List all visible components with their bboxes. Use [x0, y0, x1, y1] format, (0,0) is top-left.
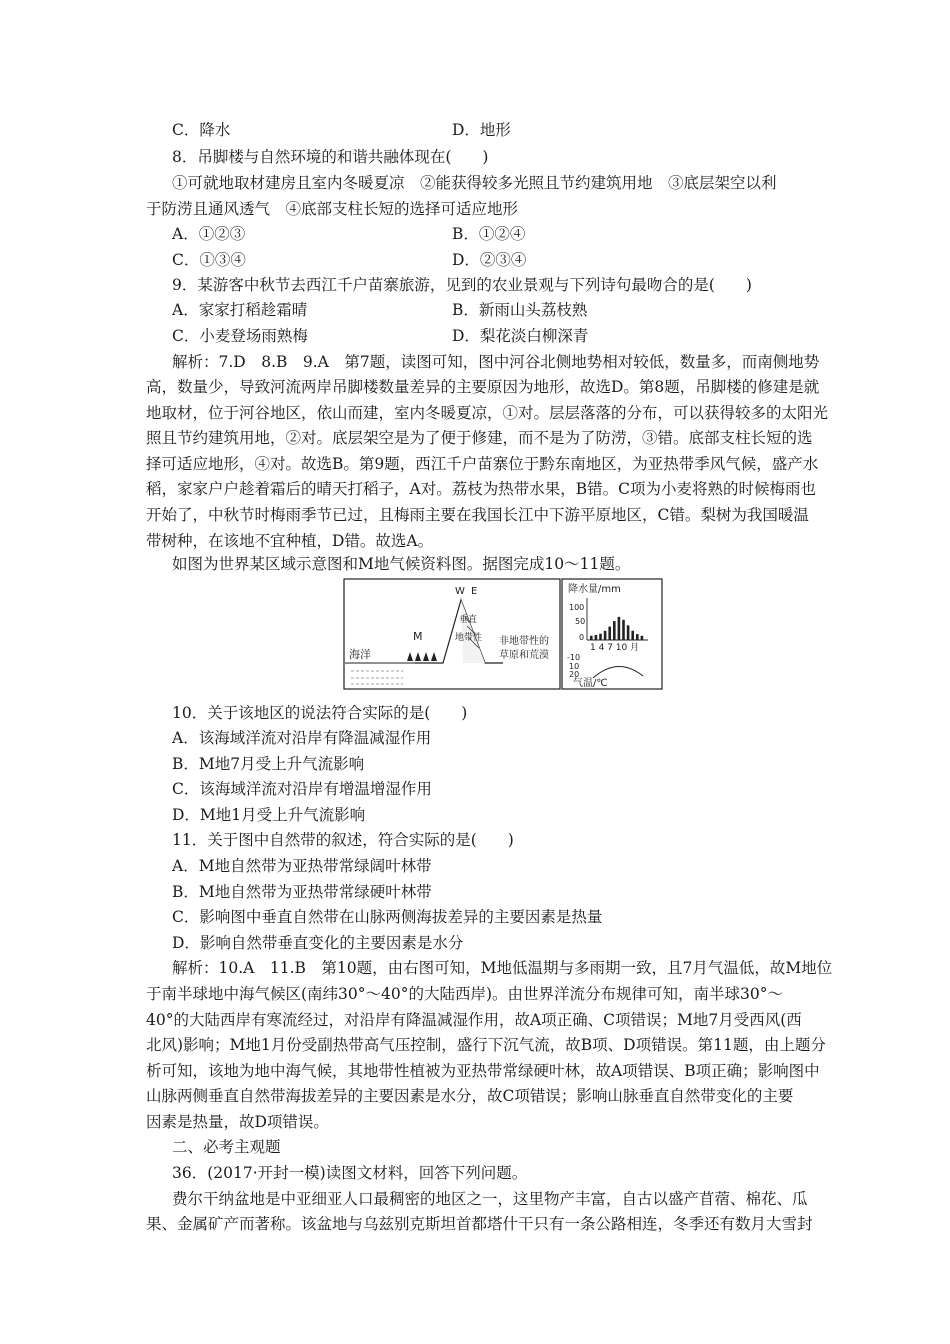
q11-stem: 11．关于图中自然带的叙述，符合实际的是( ): [172, 831, 514, 849]
month-ticks: 1 4 7 10 月: [590, 643, 640, 653]
q11-option-d: D．影响自然带垂直变化的主要因素是水分: [172, 934, 464, 952]
precip-bar: [613, 621, 616, 640]
west-label: W: [455, 586, 465, 597]
q10-option-b: B．M地7月受上升气流影响: [172, 755, 365, 773]
analysis2-line: 解析：10.A 11.B 第10题，由右图可知，M地低温期与多雨期一致，且7月气温低，故M地位: [172, 959, 833, 977]
analysis1-line: 带树种，在该地不宜种植，D错。故选A。: [146, 532, 434, 550]
q10-stem: 10．关于该地区的说法符合实际的是( ): [172, 704, 468, 722]
y-tick-100: 100: [569, 603, 585, 612]
q8-items-line1: ①可就地取材建房且室内冬暖夏凉 ②能获得较多光照且节约建筑用地 ③底层架空以利: [172, 174, 777, 192]
analysis1-line: 开始了，中秋节时梅雨季节已过，且梅雨主要在我国长江中下游平原地区，C错。梨树为我国暖温: [146, 506, 809, 524]
q8-option-c: C．①③④: [172, 251, 246, 269]
temp-axis-label: 气温/℃: [573, 678, 608, 689]
analysis2-line: 于南半球地中海气候区(南纬30°～40°的大陆西岸)。由世界洋流分布规律可知，南半球30°～: [146, 985, 784, 1003]
grassland-desert-label: 草原和荒漠: [499, 650, 549, 661]
q9-stem: 9．某游客中秋节去西江千户苗寨旅游，见到的农业景观与下列诗句最吻合的是( ): [172, 276, 752, 294]
precip-bars: [590, 617, 643, 640]
analysis2-line: 山脉两侧垂直自然带海拔差异的主要因素是水分，故C项错误；影响山脉垂直自然带变化的主要: [146, 1087, 794, 1105]
precip-bar: [636, 634, 639, 640]
q10-option-d: D．M地1月受上升气流影响: [172, 806, 366, 824]
q8-items-line2: 于防涝且通风透气 ④底部支柱长短的选择可适应地形: [146, 200, 519, 218]
temp-tick-neg10: -10: [567, 653, 581, 662]
precip-bar: [641, 636, 644, 640]
analysis1-line: 照且节约建筑用地，②对。底层架空是为了便于修建，而不是为了防涝，③错。底部支柱长短的选: [146, 429, 813, 447]
q11-option-a: A．M地自然带为亚热带常绿阔叶林带: [172, 857, 432, 875]
figure-intro: 如图为世界某区域示意图和M地气候资料图。据图完成10～11题。: [172, 555, 631, 573]
q10-option-c: C．该海域洋流对沿岸有增温增湿作用: [172, 780, 432, 798]
precip-bar: [604, 631, 607, 640]
precip-bar: [595, 635, 598, 640]
analysis2-line: 因素是热量，故D项错误。: [146, 1113, 329, 1131]
azonal-label: 非地带性的: [499, 636, 549, 647]
q10-option-a: A．该海域洋流对沿岸有降温减湿作用: [172, 729, 432, 747]
q8-option-b: B．①②④: [452, 225, 526, 243]
q8-stem: 8．吊脚楼与自然环境的和谐共融体现在( ): [172, 148, 489, 166]
q8-option-a: A．①②③: [172, 225, 246, 243]
zonality-label: 地带性: [455, 633, 483, 643]
temperature-curve: [593, 666, 643, 678]
q11-option-c: C．影响图中垂直自然带在山脉两侧海拔差异的主要因素是热量: [172, 908, 603, 926]
analysis2-line: 40°的大陆西岸有寒流经过，对沿岸有降温减湿作用，故A项正确、C项错误；M地7月受西风(西: [146, 1011, 802, 1029]
vertical-label: 垂直: [459, 615, 478, 625]
temp-tick-20: 20: [569, 670, 580, 679]
precip-bar: [622, 620, 625, 640]
m-label: M: [413, 630, 423, 643]
material-line: 果、金属矿产而著称。该盆地与乌兹别克斯坦首都塔什干只有一条公路相连，冬季还有数月大雪封: [146, 1215, 813, 1233]
material-line: 费尔干纳盆地是中亚细亚人口最稠密的地区之一，这里物产丰富，自古以盛产苜蓿、棉花、瓜: [172, 1190, 808, 1208]
profile-frame: [344, 579, 560, 689]
precip-bar: [599, 634, 602, 640]
precip-bar: [627, 625, 630, 640]
region-figure: [343, 578, 663, 690]
analysis1-line: 地取材，位于河谷地区，依山而建，室内冬暖夏凉，①对。层层落落的分布，可以获得较多的太阳光: [146, 404, 829, 422]
analysis1-line: 高，数量少，导致河流两岸吊脚楼数量差异的主要原因为地形，故选D。第8题，吊脚楼的修建是就: [146, 378, 820, 396]
precip-bar: [590, 636, 593, 640]
analysis2-line: 北风)影响；M地1月份受副热带高气压控制，盛行下沉气流，故B项、D项错误。第11题，由上题分: [146, 1036, 826, 1054]
q9-option-c: C．小麦登场雨熟梅: [172, 327, 308, 345]
analysis1-line: 解析：7.D 8.B 9.A 第7题，读图可知，图中河谷北侧地势相对较低，数量多，而南侧地势: [172, 353, 820, 371]
precip-bar: [618, 617, 621, 640]
ocean-label: 海洋: [349, 648, 371, 661]
temp-tick-10: 10: [569, 662, 580, 671]
tree-icons: [407, 652, 437, 661]
analysis2-line: 析可知，该地为地中海气候，其地带性植被为亚热带常绿硬叶林，故A项错误、B项正确；影响图中: [146, 1062, 820, 1080]
precip-bar: [631, 631, 634, 640]
analysis1-line: 稻，家家户户趁着霜后的晴天打稻子，A对。荔枝为热带水果，B错。C项为小麦将熟的时候梅雨也: [146, 480, 816, 498]
q7-option-d: D．地形: [452, 121, 511, 139]
q9-option-a: A．家家打稻趁霜晴: [172, 301, 308, 319]
q11-option-b: B．M地自然带为亚热带常绿硬叶林带: [172, 883, 432, 901]
section-heading: 二、必考主观题: [172, 1138, 281, 1156]
east-label: E: [471, 586, 478, 597]
q7-option-c: C．降水: [172, 121, 231, 139]
q9-option-b: B．新雨山头荔枝熟: [452, 301, 588, 319]
q9-option-d: D．梨花淡白柳深青: [452, 327, 589, 345]
precip-bar: [608, 627, 611, 640]
y-tick-0: 0: [579, 633, 585, 642]
q36-stem: 36．(2017·开封一模)读图文材料，回答下列问题。: [172, 1164, 528, 1182]
y-tick-50: 50: [575, 617, 586, 626]
analysis1-line: 择可适应地形，④对。故选B。第9题，西江千户苗寨位于黔东南地区，为亚热带季风气候，盛产水: [146, 455, 819, 473]
q8-option-d: D．②③④: [452, 251, 527, 269]
precip-axis-label: 降水量/mm: [568, 584, 621, 595]
mountain-profile: [415, 600, 503, 663]
